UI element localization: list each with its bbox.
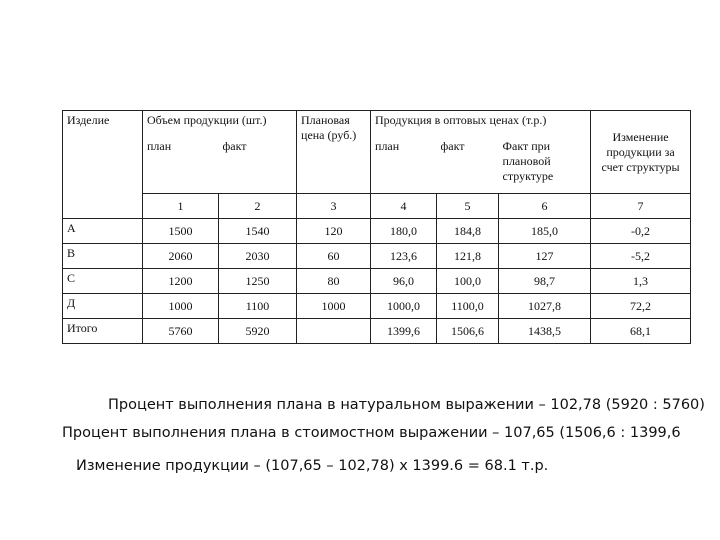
plan-qty: 1500 [143, 219, 219, 244]
structure-change: 72,2 [591, 294, 691, 319]
planned-price: 120 [297, 219, 371, 244]
row-item: С [63, 269, 143, 294]
plan-sum: 1000,0 [371, 294, 437, 319]
header-structure-change: Изменение продукции за счет структуры [591, 111, 691, 194]
table-row-total [63, 319, 691, 344]
fact-sum: 1100,0 [437, 294, 499, 319]
header-item: Изделие [63, 111, 143, 194]
header-wholesale-fact-plan-structure: Факт при плановой структуре [499, 137, 591, 194]
fact-qty: 1540 [219, 219, 297, 244]
plan-qty: 1200 [143, 269, 219, 294]
column-number: 4 [371, 194, 437, 219]
header-wholesale: Продукция в оптовых ценах (т.р.) [371, 111, 591, 138]
table-row [63, 219, 691, 244]
fact-qty: 1100 [219, 294, 297, 319]
fact-qty: 1250 [219, 269, 297, 294]
fact-qty: 5920 [219, 319, 297, 344]
note-natural-percent: Процент выполнения плана в натуральном выражении – 102,78 (5920 : 5760) [108, 397, 705, 413]
plan-qty: 2060 [143, 244, 219, 269]
fact-plan-structure: 185,0 [499, 219, 591, 244]
header-planned-price: Плановая цена (руб.) [297, 111, 371, 194]
production-table [62, 110, 691, 344]
structure-change: -0,2 [591, 219, 691, 244]
fact-plan-structure: 1027,8 [499, 294, 591, 319]
fact-plan-structure: 98,7 [499, 269, 591, 294]
header-volume-plan: план [143, 137, 219, 194]
number-cell-empty [63, 194, 143, 219]
table-row [63, 269, 691, 294]
header-volume: Объем продукции (шт.) [143, 111, 297, 138]
fact-plan-structure: 1438,5 [499, 319, 591, 344]
plan-sum: 1399,6 [371, 319, 437, 344]
structure-change: 1,3 [591, 269, 691, 294]
planned-price: 80 [297, 269, 371, 294]
fact-sum: 1506,6 [437, 319, 499, 344]
column-number: 7 [591, 194, 691, 219]
plan-sum: 123,6 [371, 244, 437, 269]
structure-change: 68,1 [591, 319, 691, 344]
plan-qty: 5760 [143, 319, 219, 344]
header-wholesale-fact: факт [437, 137, 499, 194]
plan-sum: 96,0 [371, 269, 437, 294]
table-row [63, 244, 691, 269]
fact-sum: 121,8 [437, 244, 499, 269]
planned-price: 60 [297, 244, 371, 269]
fact-plan-structure: 127 [499, 244, 591, 269]
note-value-percent: Процент выполнения плана в стоимостном выражении – 107,65 (1506,6 : 1399,6 [62, 425, 681, 441]
table-row [63, 294, 691, 319]
planned-price: 1000 [297, 294, 371, 319]
row-item: В [63, 244, 143, 269]
column-number: 2 [219, 194, 297, 219]
column-number: 1 [143, 194, 219, 219]
column-number: 5 [437, 194, 499, 219]
row-item: А [63, 219, 143, 244]
header-volume-fact: факт [219, 137, 297, 194]
fact-qty: 2030 [219, 244, 297, 269]
row-item: Д [63, 294, 143, 319]
plan-qty: 1000 [143, 294, 219, 319]
column-number: 3 [297, 194, 371, 219]
plan-sum: 180,0 [371, 219, 437, 244]
planned-price [297, 319, 371, 344]
note-structure-change: Изменение продукции – (107,65 – 102,78) х 1399.6 = 68.1 т.р. [76, 458, 549, 474]
structure-change: -5,2 [591, 244, 691, 269]
header-wholesale-plan: план [371, 137, 437, 194]
column-number: 6 [499, 194, 591, 219]
fact-sum: 100,0 [437, 269, 499, 294]
row-item: Итого [63, 319, 143, 344]
fact-sum: 184,8 [437, 219, 499, 244]
